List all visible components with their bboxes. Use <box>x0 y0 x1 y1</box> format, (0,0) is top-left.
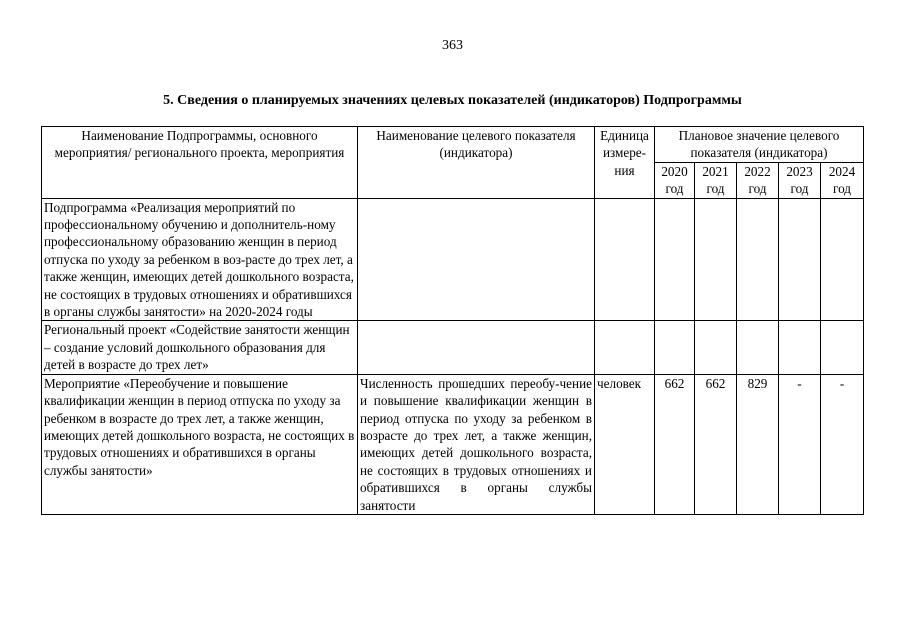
table-row-activity <box>42 374 864 514</box>
row-unit: человек <box>595 374 655 514</box>
row-value-2023 <box>779 321 821 374</box>
header-year-2021: 2021 год <box>695 162 737 198</box>
row-indicator <box>358 198 595 321</box>
header-year-2020: 2020 год <box>655 162 695 198</box>
row-name: Подпрограмма «Реализация мероприятий по профессиональному обучению и дополнитель-ному профессиональному образованию женщин в период отпуска по уходу за ребенком в воз-расте до трех лет, а также женщин, имеющих детей дошкольного возраста, не состоящих в трудовых отношениях и обратившихся в органы службы занятости» на 2020-2024 годы <box>42 198 358 321</box>
row-value-2020 <box>655 321 695 374</box>
row-value-2023 <box>779 198 821 321</box>
row-value-2022 <box>737 198 779 321</box>
header-row-1 <box>42 127 864 163</box>
page-number: 363 <box>442 38 463 53</box>
row-name: Мероприятие «Переобучение и повышение квалификации женщин в период отпуска по уходу за ребенком в возрасте до трех лет, а также женщин, имеющих детей дошкольного возраста, не состоящих в трудовых отношениях и обратившихся в органы службы занятости» <box>42 374 358 514</box>
row-value-2021 <box>695 198 737 321</box>
row-value-2021: 662 <box>695 374 737 514</box>
header-unit: Единица измере-ния <box>595 127 655 199</box>
header-name: Наименование Подпрограммы, основного мероприятия/ регионального проекта, мероприятия <box>42 127 358 199</box>
header-year-2023: 2023 год <box>779 162 821 198</box>
row-unit <box>595 321 655 374</box>
header-year-2024: 2024 год <box>821 162 864 198</box>
table-row-regional-project <box>42 321 864 374</box>
indicators-table <box>41 126 864 515</box>
row-value-2024 <box>821 198 864 321</box>
row-value-2024 <box>821 321 864 374</box>
row-indicator <box>358 321 595 374</box>
row-unit <box>595 198 655 321</box>
row-value-2021 <box>695 321 737 374</box>
row-value-2022 <box>737 321 779 374</box>
row-value-2023: - <box>779 374 821 514</box>
header-indicator: Наименование целевого показателя (индикатора) <box>358 127 595 199</box>
row-name: Региональный проект «Содействие занятости женщин – создание условий дошкольного образования для детей в возрасте до трех лет» <box>42 321 358 374</box>
table-row-subprogram <box>42 198 864 321</box>
header-year-2022: 2022 год <box>737 162 779 198</box>
section-title: 5. Сведения о планируемых значениях целевых показателей (индикаторов) Подпрограммы <box>163 93 742 108</box>
row-value-2022: 829 <box>737 374 779 514</box>
row-value-2020: 662 <box>655 374 695 514</box>
header-planned: Плановое значение целевого показателя (индикатора) <box>655 127 864 163</box>
row-value-2020 <box>655 198 695 321</box>
row-indicator: Численность прошедших переобу-чение и повышение квалификации женщин в период отпуска по уходу за ребенком в возрасте до трех лет, а также женщин, имеющих детей дошкольного возраста, не состоящих в трудовых отношениях и обратившихся в органы службы занятости <box>358 374 595 514</box>
row-value-2024: - <box>821 374 864 514</box>
